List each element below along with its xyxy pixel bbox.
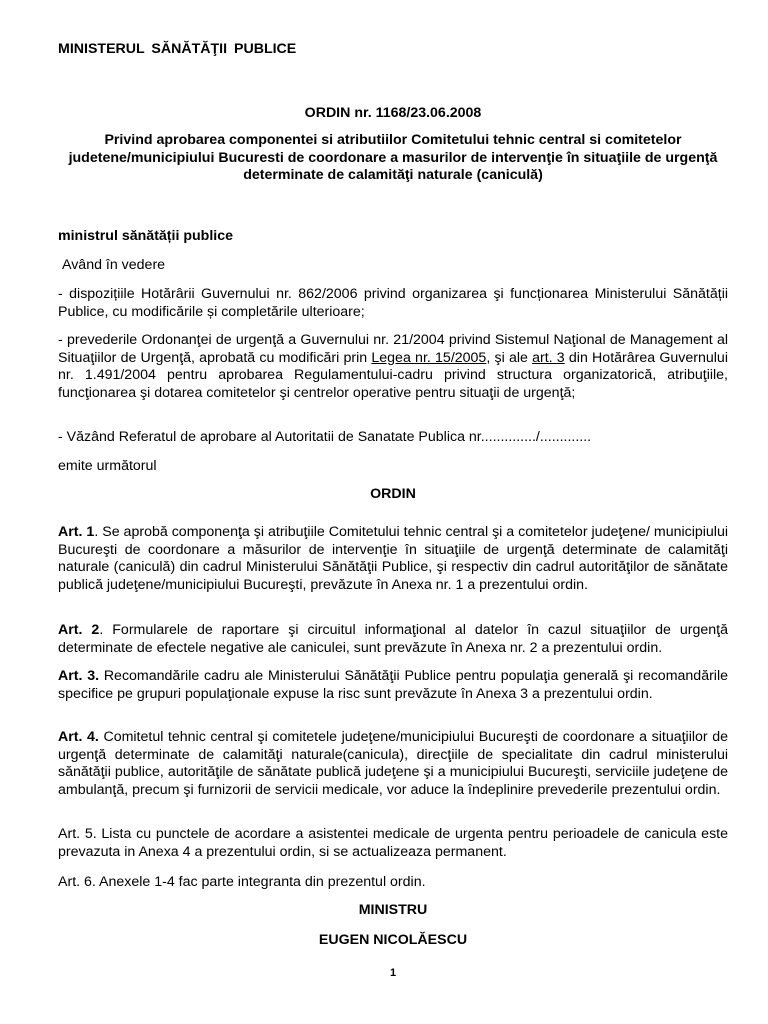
emits-line: emite următorul xyxy=(58,458,157,474)
preamble-item-2: - prevederile Ordonanţei de urgenţă a Guvernului nr. 21/2004 privind Sistemul Naţional de Management al Situaţiilor de Urgenţă, aprobată cu modificări prin Legea nr. 15/2005, şi ale art. 3 din Hotărârea Guvernului nr. 1.491/2004 pentru aprobarea Regulamentului-cadru privind structura organizatorică, atribuţiile, funcţionarea şi dotarea comitetelor şi centrelor operative pentru situaţii de urgenţă; xyxy=(58,332,728,401)
preamble-intro: Având în vedere xyxy=(62,257,166,273)
ministry-header: MINISTERUL SĂNĂTĂŢII PUBLICE xyxy=(58,41,297,57)
preamble-item-3: - Văzând Referatul de aprobare al Autoritatii de Sanatate Publica nr............../............. xyxy=(58,429,592,445)
article-5: Art. 5. Lista cu punctele de acordare a asistentei medicale de urgenta pentru perioadele de canicula este prevazuta in Anexa 4 a prezentului ordin, si se actualizeaza permanent. xyxy=(58,826,728,860)
signature-name: EUGEN NICOLĂESCU xyxy=(318,932,468,948)
order-number: ORDIN nr. 1168/23.06.2008 xyxy=(304,105,482,121)
order-subject: Privind aprobarea componentei si atributiilor Comitetului tehnic central si comitetelor judetene/municipiului Bucuresti de coordonare a masurilor de intervenţie în situaţiile de urgenţă determinate de calamităţi naturale (caniculă) xyxy=(68,132,718,183)
signature-title: MINISTRU xyxy=(358,902,428,918)
preamble-item-1: - dispozițiile Hotărârii Guvernului nr. 862/2006 privind organizarea şi funcționarea Ministerului Sănătății Publice, cu modificările și completările ulterioare; xyxy=(58,286,728,320)
article-6: Art. 6. Anexele 1-4 fac parte integranta din prezentul ordin. xyxy=(58,874,426,890)
page-number: 1 xyxy=(389,967,397,979)
law-link[interactable]: Legea nr. 15/2005 xyxy=(371,349,487,366)
order-title: ORDIN xyxy=(370,486,416,502)
issuer-line: ministrul sănătății publice xyxy=(58,228,234,244)
article-4: Art. 4. Comitetul tehnic central şi comitetele judeţene/municipiului Bucureşti de coordonare a situaţiilor de urgenţă determinate de calamităţi naturale(canicula), direcţiile de specialitate din cadrul ministerului sănătăţii publice, autorităţile de sănătate publică judeţene şi a municipiului Bucureşti, serviciile judeţene de ambulanţă, precum şi furnizorii de servicii medicale, vor aduce la îndeplinire prevederile prezentului ordin. xyxy=(58,729,728,798)
article-2: Art. 2. Formularele de raportare şi circuitul informaţional al datelor în cazul situaţiilor de urgenţă determinate de efectele negative ale caniculei, sunt prevăzute în Anexa nr. 2 a prezentului ordin. xyxy=(58,622,729,656)
article-link[interactable]: art. 3 xyxy=(532,349,565,366)
article-1: Art. 1. Se aprobă componenţa şi atribuţiile Comitetului tehnic central şi a comitetelor judeţene/ municipiului Bucureşti de coordonare a măsurilor de intervenţie în situaţiile de urgenţă determinate de calamităţi naturale (caniculă) din cadrul Ministerului Sănătăţii Publice, şi respectiv din cadrul autorităţilor de sănătate publică judeţene/municipiului Bucureşti, prevăzute în Anexa nr. 1 a prezentului ordin. xyxy=(58,524,729,593)
article-3: Art. 3. Recomandările cadru ale Ministerului Sănătăţii Publice pentru populaţia generală şi recomandările specifice pe grupuri populaţionale expuse la risc sunt prevăzute în Anexa 3 a prezentului ordin. xyxy=(58,668,728,702)
